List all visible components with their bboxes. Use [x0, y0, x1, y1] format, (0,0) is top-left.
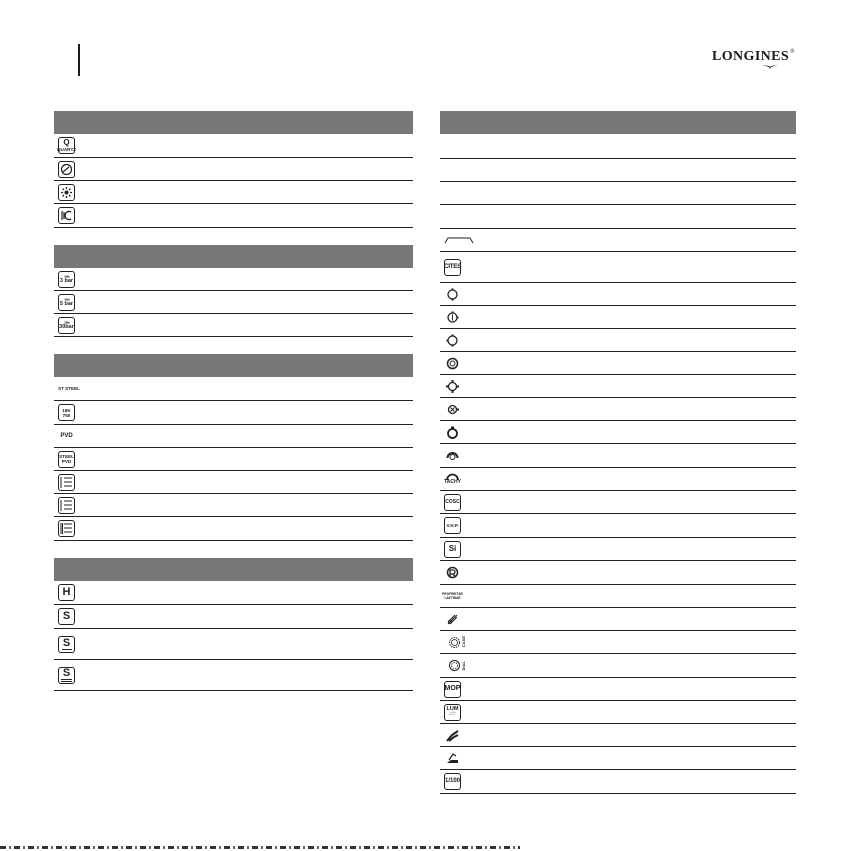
pvd-icon: [58, 428, 75, 445]
case-diamonds-icon: [444, 634, 470, 651]
pvd-label: PVD: [60, 432, 73, 439]
s-clasp-icon: [58, 608, 75, 625]
antimagnetic-icon: [444, 564, 461, 581]
table-row: [440, 608, 796, 631]
table-row: [440, 329, 796, 352]
table-row: [440, 283, 796, 306]
section-header: [54, 354, 413, 377]
crown-pushers-icon: [444, 378, 461, 395]
vhp-label: V.H.P.: [446, 523, 459, 528]
h-clasp-icon: [58, 584, 75, 601]
strap-icon: [444, 611, 461, 628]
sapphire-glass-icon: [444, 750, 461, 767]
table-row: [440, 514, 796, 538]
silicon-icon: [444, 541, 461, 558]
table-row: [54, 471, 413, 494]
automatic-rotor-icon: [58, 161, 75, 178]
st-steel-label: ST STEEL: [58, 386, 80, 391]
stainless-steel-icon: [58, 380, 80, 397]
left-column: [54, 111, 413, 708]
section-header: [54, 111, 413, 134]
table-row: [440, 468, 796, 491]
bar5-label: 5 bar: [59, 301, 74, 307]
table-row: [440, 491, 796, 514]
s-label: S: [62, 667, 71, 679]
table-row: [440, 747, 796, 770]
si-label: Si: [448, 544, 457, 553]
table-row: [54, 181, 413, 204]
quartz-label: QUARTZ: [56, 147, 77, 152]
table-row: [440, 538, 796, 561]
steel-gold-case-icon: [58, 474, 75, 491]
table-row: [54, 314, 413, 337]
table-row: [54, 605, 413, 629]
bar30-label: 30bar: [59, 324, 74, 330]
section-movement: [54, 111, 413, 228]
s-label: S: [62, 637, 71, 649]
table-row: [54, 448, 413, 471]
registered-mark: ®: [790, 49, 796, 55]
crown-position-1-icon: [444, 286, 461, 303]
perpetual-calendar-icon: [58, 184, 75, 201]
s-label: S: [62, 610, 71, 622]
tachymeter-bezel-icon: [444, 447, 461, 464]
cites-icon: [444, 259, 461, 276]
quartz-icon: Q QUARTZ: [56, 138, 77, 152]
hand-wound-icon: [58, 207, 75, 224]
table-row: [54, 134, 413, 158]
section-bracelet: [54, 558, 413, 691]
hundredth-second-icon: [444, 773, 461, 790]
tachy-label: TACHY: [444, 478, 461, 485]
gold-18k-icon: [58, 404, 75, 421]
table-row: [54, 629, 413, 660]
s-clasp-double-bar-icon: [58, 667, 75, 684]
bottom-print-marks: [0, 846, 520, 849]
table-row: [440, 678, 796, 701]
dial-label: DIAL: [460, 660, 466, 671]
table-row: [440, 134, 796, 159]
table-row: [440, 182, 796, 205]
table-row: [440, 724, 796, 747]
proprietor-label: PROPRIETAR LAETIBAR: [442, 592, 463, 600]
table-row: [440, 561, 796, 585]
table-row: [440, 770, 796, 794]
table-row: [440, 421, 796, 444]
winged-hourglass-icon: [762, 64, 778, 69]
header-divider: [78, 44, 80, 76]
brand-logo: [712, 49, 795, 65]
section-header: [440, 111, 796, 134]
logo-text: LONGINES: [712, 49, 790, 64]
table-row: [440, 352, 796, 375]
proprietary-icon: [444, 588, 461, 605]
tachymeter-icon: [444, 471, 461, 488]
table-row: [440, 585, 796, 608]
table-row: [440, 701, 796, 724]
chronograph-pushers-icon: [444, 401, 461, 418]
table-row: [54, 494, 413, 517]
cosc-icon: [444, 494, 461, 511]
table-row: [54, 291, 413, 314]
table-row: [54, 377, 413, 401]
section-header: [54, 245, 413, 268]
s-clasp-single-bar-icon: [58, 636, 75, 653]
gold-label: 18K 750: [62, 407, 71, 418]
lum-label: LUM: [446, 706, 459, 712]
hundredth-label: 1/100: [445, 778, 461, 784]
water-resistance-3bar-icon: ≈≈≈ 3 bar: [58, 271, 75, 288]
table-row: [440, 444, 796, 468]
table-row: [54, 660, 413, 691]
table-row: [54, 268, 413, 291]
table-row: [440, 375, 796, 398]
table-row: [440, 398, 796, 421]
table-row: [54, 581, 413, 605]
water-resistance-30bar-icon: ≈≈≈ 30bar: [58, 317, 75, 334]
steel-gold-bracelet-icon: [58, 520, 75, 537]
table-row: [440, 306, 796, 329]
table-row: [440, 159, 796, 182]
table-row: [54, 425, 413, 448]
rotating-bezel-icon: [444, 355, 461, 372]
skeleton-hands-icon: [444, 727, 461, 744]
table-row: [54, 158, 413, 181]
table-row: [440, 631, 796, 654]
cites-label: CITES: [443, 263, 462, 270]
steel-pvd-label: STEEL PVD: [59, 454, 74, 464]
section-water-resistance: [54, 245, 413, 337]
table-row: [440, 229, 796, 252]
luminescent-icon: LUM ∴∵: [444, 704, 461, 721]
h-label: H: [62, 586, 71, 598]
cosc-label: COSC: [445, 498, 460, 505]
water-resistance-5bar-icon: ≈≈≈ 5 bar: [58, 294, 75, 311]
table-row: [54, 204, 413, 228]
mop-label: MOP: [444, 685, 461, 692]
case-label: CASE: [460, 636, 466, 648]
table-row: [440, 654, 796, 678]
bar3-label: 3 bar: [59, 278, 74, 284]
steel-pvd-icon: [58, 451, 75, 468]
dial-diamonds-icon: [444, 657, 470, 674]
crown-position-2-icon: [444, 309, 461, 326]
pulse-bracket-icon: [444, 235, 474, 245]
crown-position-3-icon: [444, 332, 461, 349]
vhp-icon: [444, 517, 461, 534]
table-row: [440, 252, 796, 283]
section-header: [54, 558, 413, 581]
screw-down-crown-icon: [444, 424, 461, 441]
right-column: [440, 111, 796, 794]
section-case-material: [54, 354, 413, 541]
table-row: [54, 517, 413, 541]
mother-of-pearl-icon: [444, 681, 461, 698]
table-row: [54, 401, 413, 425]
steel-gold-bezel-icon: [58, 497, 75, 514]
table-row: [440, 205, 796, 229]
